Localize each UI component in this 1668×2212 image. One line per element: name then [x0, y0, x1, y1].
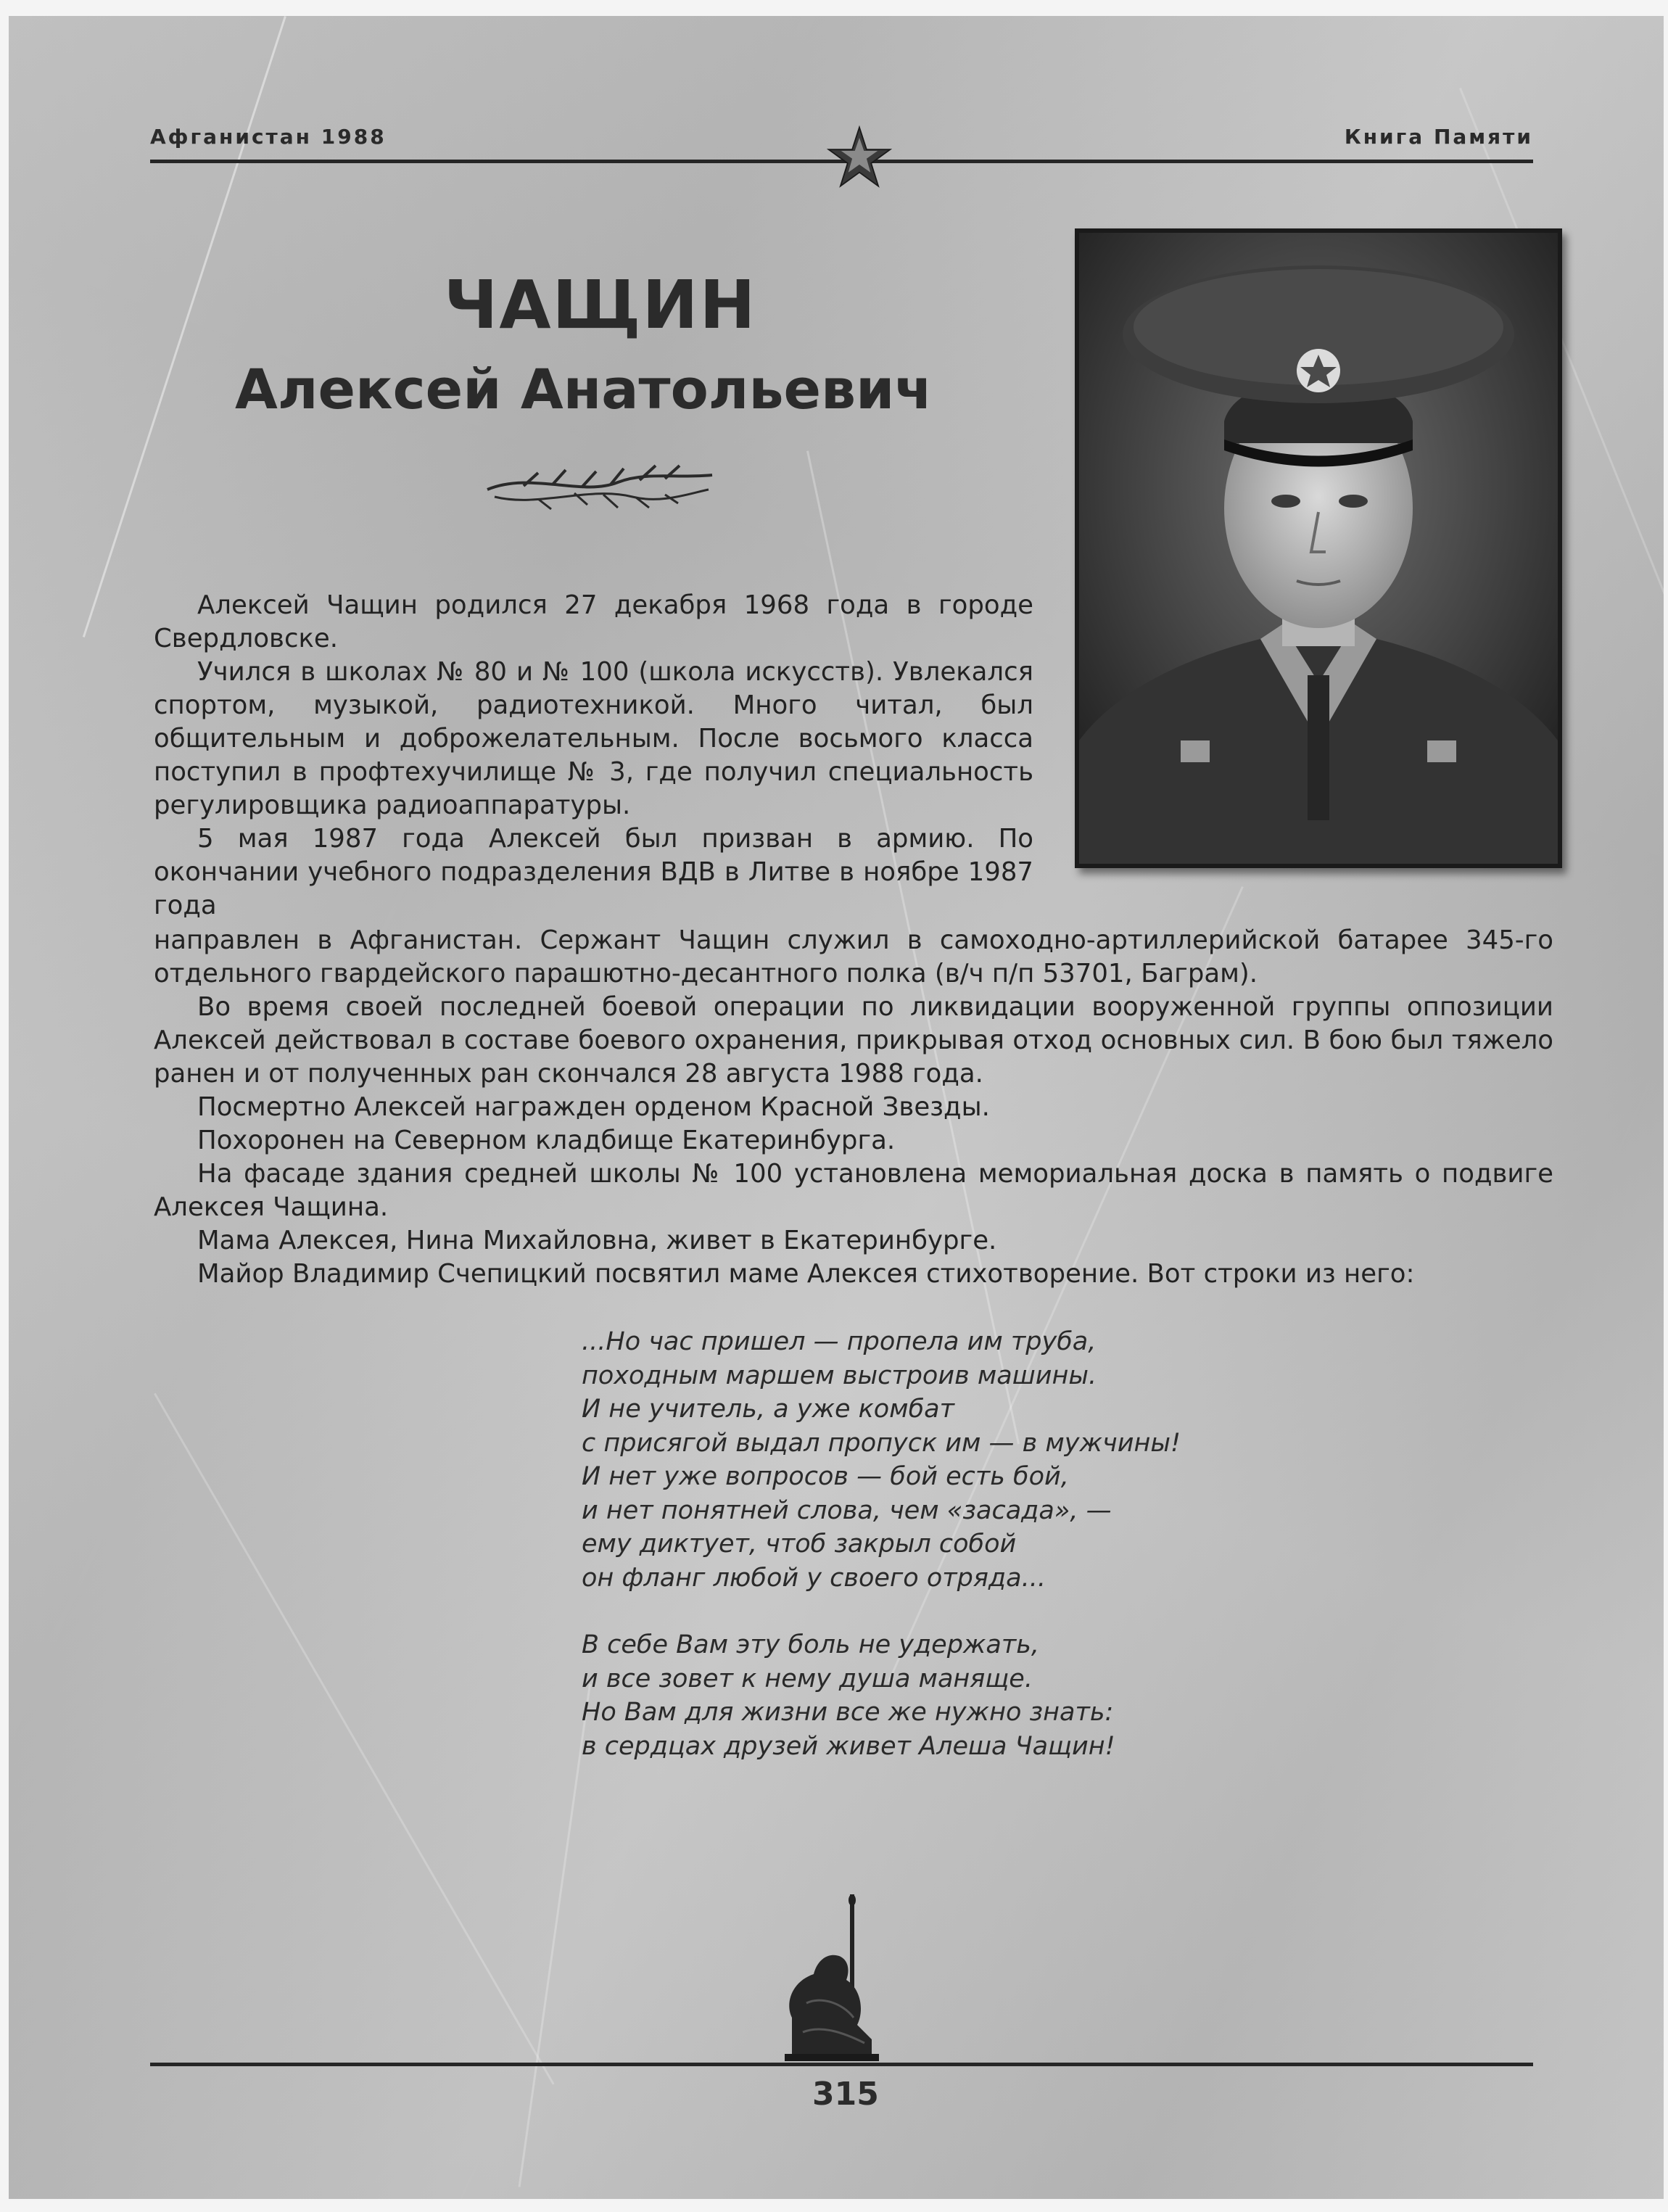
person-given-names: Алексей Анатольевич	[235, 357, 933, 421]
paragraph-burial: Похоронен на Северном кладбище Екатеринбурга.	[197, 1126, 896, 1155]
paragraph-mother: Мама Алексея, Нина Михайловна, живет в Екатеринбурге.	[197, 1226, 997, 1255]
poem-line: ...Но час пришел — пропела им труба,	[582, 1327, 1097, 1356]
poem-line: с присягой выдал пропуск им — в мужчины!	[582, 1428, 1181, 1458]
footer-rule	[150, 2063, 1533, 2066]
paragraph-service: направлен в Афганистан. Сержант Чащин служил в самоходно-артиллерийской батарее 345-го отдельного гвардейского парашютно-десантного полка (в/ч п/п 53701, Баграм).	[154, 925, 1553, 989]
poem	[582, 1325, 1181, 1763]
portrait-photo	[1075, 228, 1562, 868]
star-icon	[827, 125, 892, 190]
paragraph-death: Во время своей последней боевой операции по ликвидации вооруженной группы оппозиции Алексей действовал в составе боевого охранения, прикрывая отход основных сил. В бою был тяжело ранен и от полученных ран скончался 28 августа 1988 года.	[154, 992, 1553, 1089]
paragraph-conscription: 5 мая 1987 года Алексей был призван в армию. По окончании учебного подразделения ВДВ в Литве в ноябре 1987 года	[154, 824, 1033, 920]
document-page	[9, 16, 1664, 2199]
stanza-gap	[582, 1595, 1181, 1628]
poem-line: и нет понятней слова, чем «засада», —	[582, 1495, 1112, 1525]
paragraph-memorial-plaque: На фасаде здания средней школы № 100 установлена мемориальная доска в память о подвиге Алексея Чащина.	[154, 1159, 1553, 1222]
page-number: 315	[812, 2076, 879, 2113]
poem-line: ему диктует, чтоб закрыл собой	[582, 1530, 1017, 1559]
header-book-title: Афганистан 1988	[150, 125, 387, 149]
paragraph-education: Учился в школах № 80 и № 100 (школа искусств). Увлекался спортом, музыкой, радиотехникой. Много читал, был общительным и доброжелательным. После восьмого класса поступил в профтехучилище № 3, где получил специальность регулировщика радиоаппаратуры.	[154, 657, 1033, 820]
paragraph-award: Посмертно Алексей награжден орденом Красной Звезды.	[197, 1092, 990, 1122]
biography-full-width	[154, 924, 1553, 1291]
person-surname: ЧАЩИН	[444, 266, 757, 344]
poem-line: он фланг любой у своего отряда...	[582, 1563, 1046, 1593]
poem-line: в сердцах друзей живет Алеша Чащин!	[582, 1731, 1115, 1761]
paragraph-birth: Алексей Чащин родился 27 декабря 1968 года в городе Свердловске.	[154, 590, 1033, 653]
poem-line: Но Вам для жизни все же нужно знать:	[582, 1698, 1114, 1727]
poem-line: В себе Вам эту боль не удержать,	[582, 1630, 1040, 1659]
laurel-ornament-icon	[480, 457, 719, 515]
header-book-series: Книга Памяти	[1344, 125, 1533, 149]
poem-line: И нет уже вопросов — бой есть бой,	[582, 1462, 1069, 1491]
poem-line: походным маршем выстроив машины.	[582, 1361, 1097, 1390]
memorial-statue-icon	[763, 1894, 908, 2061]
paragraph-poem-intro: Майор Владимир Счепицкий посвятил маме Алексея стихотворение. Вот строки из него:	[197, 1259, 1415, 1289]
poem-line: и все зовет к нему душа манящe.	[582, 1664, 1033, 1693]
poem-line: И не учитель, а уже комбат	[582, 1395, 955, 1424]
biography-column	[154, 589, 1033, 923]
